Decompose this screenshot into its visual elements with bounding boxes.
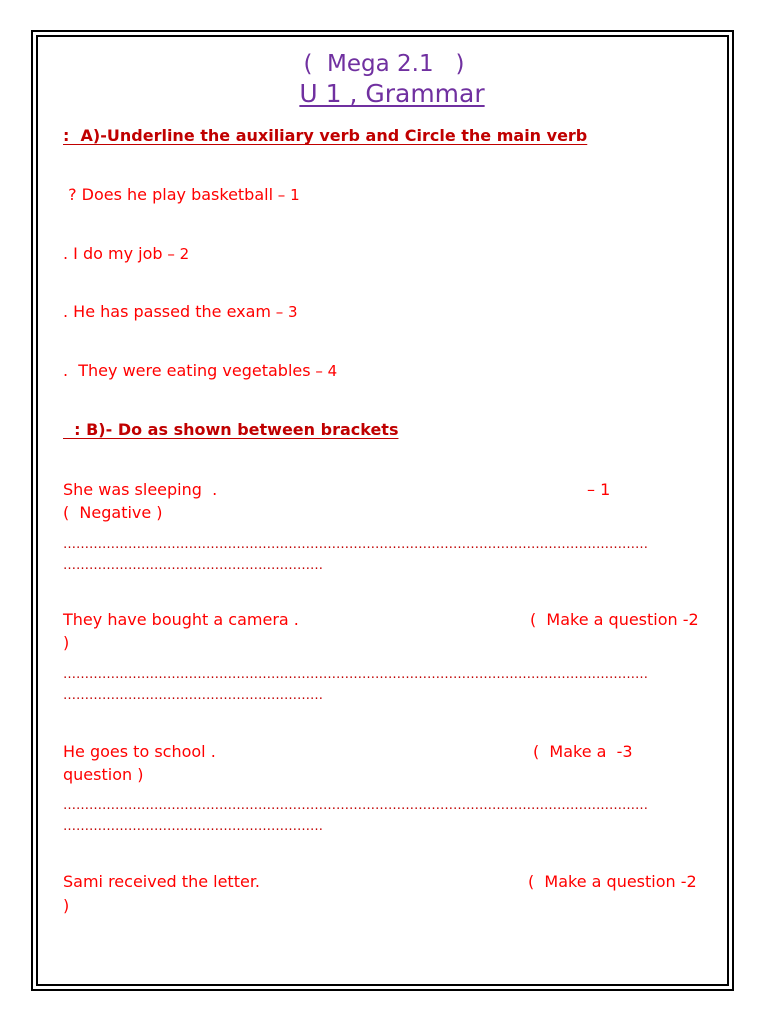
- title-grammar: U 1 , Grammar: [299, 79, 485, 108]
- section-b-heading: : B)- Do as shown between brackets: [63, 420, 399, 439]
- section-b-item-2-continuation: ): [63, 633, 70, 652]
- item-number: – 4: [310, 362, 338, 380]
- item-number: – 2: [162, 245, 190, 263]
- sentence: . He has passed the exam: [63, 302, 271, 321]
- section-a-item-2: [63, 244, 189, 264]
- section-b-item-4-continuation: ): [63, 896, 70, 915]
- answer-line: ………………………………………………………………………………………………………………………: [63, 667, 648, 682]
- answer-line: ……………………………………………………: [63, 819, 323, 834]
- answer-line: ……………………………………………………: [63, 558, 323, 573]
- section-b-item-2-instruction: ( Make a question -2: [530, 610, 699, 629]
- answer-line: ……………………………………………………: [63, 688, 323, 703]
- title-mega: ( Mega 2.1 ): [303, 51, 465, 77]
- section-b-item-2-sentence: They have bought a camera .: [63, 610, 299, 629]
- section-b-item-4-sentence: Sami received the letter.: [63, 872, 261, 891]
- section-a-item-4: [63, 361, 337, 381]
- section-b-item-1-instruction: – 1: [587, 480, 611, 499]
- sentence: ? Does he play basketball: [63, 185, 274, 204]
- section-a-item-1: [63, 185, 300, 205]
- section-b-item-3-continuation: question ): [63, 765, 144, 784]
- section-a-item-3: [63, 302, 298, 322]
- section-b-item-1-continuation: ( Negative ): [63, 503, 163, 522]
- item-number: – 3: [270, 303, 298, 321]
- section-b-item-1-sentence: She was sleeping .: [63, 480, 218, 499]
- section-b-item-3-instruction: ( Make a -3: [533, 742, 633, 761]
- section-b-item-3-sentence: He goes to school .: [63, 742, 216, 761]
- section-b-item-4-instruction: ( Make a question -2: [528, 872, 697, 891]
- answer-line: ………………………………………………………………………………………………………………………: [63, 798, 648, 813]
- sentence: . They were eating vegetables: [63, 361, 311, 380]
- section-a-heading: : A)-Underline the auxiliary verb and Circle the main verb: [63, 126, 588, 145]
- sentence: . I do my job: [63, 244, 163, 263]
- item-number: – 1: [273, 186, 300, 204]
- answer-line: ………………………………………………………………………………………………………………………: [63, 537, 648, 552]
